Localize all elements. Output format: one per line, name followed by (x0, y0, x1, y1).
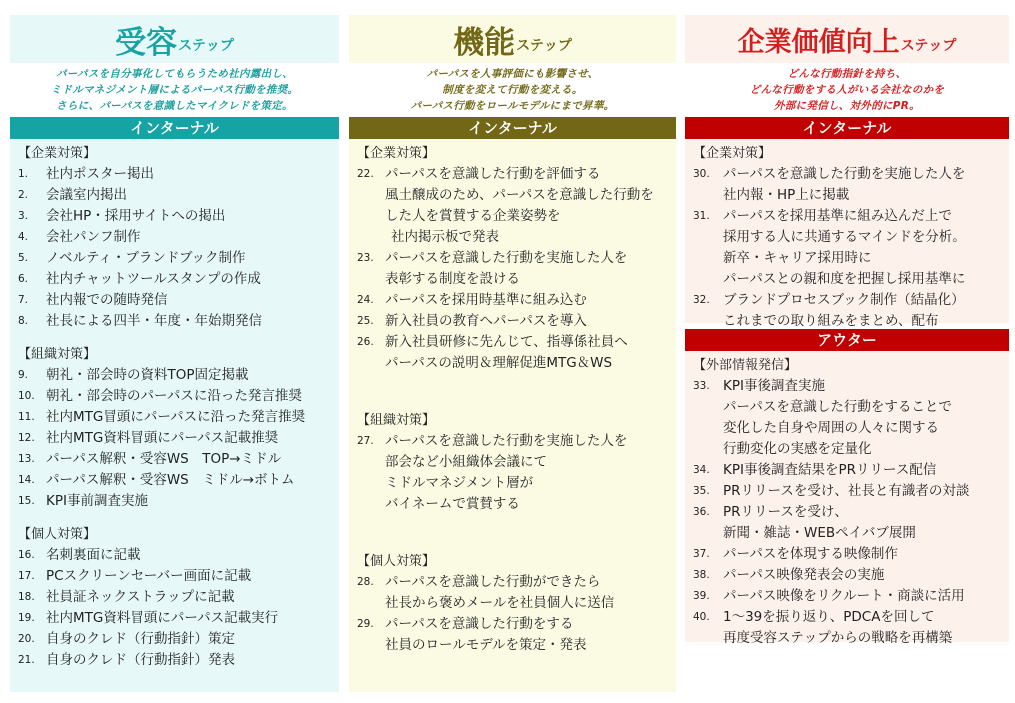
list-item: 14. パーパス解釈・受容WS ミドル→ボトム (18, 472, 295, 488)
list-item: 13. パーパス解釈・受容WS TOP→ミドル (18, 451, 282, 467)
internal-header-bar: インターナル (10, 117, 339, 139)
column-title (685, 15, 1009, 63)
section-label: 【組織対策】 (357, 413, 436, 428)
title-main: 受容 (115, 24, 178, 61)
list-item: 29. パーパスを意識した行動をする 社員のロールモデルを策定・発表 (357, 616, 587, 653)
title-sub: ステップ (178, 38, 234, 54)
item-panel (349, 139, 676, 692)
list-item: 21. 自身のクレド（行動指針）発表 (18, 652, 235, 668)
desc-line: どんな行動指針を持ち、 (787, 68, 907, 80)
list-item: 34. KPI事後調査結果をPRリリース配信 (693, 462, 937, 478)
internal-header-bar: インターナル (685, 117, 1009, 139)
title-main: 企業価値向上 (737, 26, 900, 58)
list-item: 15. KPI事前調査実施 (18, 493, 148, 509)
list-item: 24. パーパスを採用時基準に組み込む (357, 292, 587, 308)
list-item: 30. パーパスを意識した行動を実施した人を 社内報・HP上に掲載 (693, 166, 966, 203)
section-label: 【個人対策】 (357, 554, 436, 569)
list-item: 20. 自身のクレド（行動指針）策定 (18, 631, 235, 647)
list-item: 17. PCスクリーンセーバー画面に記載 (18, 568, 252, 584)
list-item: 31. パーパスを採用基準に組み込んだ上で 採用する人に共通するマインドを分析。 新卒・キャリア採用時に パーパスとの親和度を把握し採用基準に (693, 208, 966, 287)
column-description (349, 63, 676, 117)
item-panel (685, 351, 1009, 646)
desc-line: パーパスを人事評価にも影響させ、 (426, 68, 599, 80)
desc-line: パーパスを自分事化してもらうため社内露出し、 (55, 68, 294, 80)
item-panel (685, 139, 1009, 329)
section-label: 【企業対策】 (18, 146, 97, 161)
desc-line: ミドルマネジメント層によるパーパス行動を推奨。 (50, 84, 299, 96)
list-item: 22. パーパスを意識した行動を評価する 風土醸成のため、パーパスを意識した行動を した人を賞賛する企業姿勢を 社内掲示板で発表 (357, 166, 654, 245)
list-item: 10. 朝礼・部会時のパーパスに沿った発言推奨 (18, 388, 302, 404)
outer-header-bar: アウター (685, 329, 1009, 351)
list-item: 16. 名刺裏面に記載 (18, 547, 141, 563)
list-item: 27. パーパスを意識した行動を実施した人を 部会など小組織体会議にて ミドルマネジメント層が バイネームで賞賛する (357, 433, 628, 512)
desc-line: パーパス行動をロールモデルにまで昇華。 (410, 100, 615, 112)
list-item: 40. 1～39を振り返り、PDCAを回して 再度受容ステップからの戦略を再構築 (693, 609, 953, 646)
list-item: 36. PRリリースを受け、 新聞・雑誌・WEBペイバブ展開 (693, 504, 916, 541)
list-item: 7. 社内報での随時発信 (18, 292, 168, 308)
internal-header-bar: インターナル (349, 117, 676, 139)
title-sub: ステップ (516, 38, 572, 54)
list-item: 6. 社内チャットツールスタンプの作成 (18, 271, 261, 287)
list-item: 11. 社内MTG冒頭にパーパスに沿った発言推奨 (18, 409, 306, 425)
title-main: 機能 (453, 24, 516, 61)
list-item: 8. 社長による四半・年度・年始期発信 (18, 313, 262, 329)
column-corporate-value-step (685, 15, 1009, 646)
list-item: 9. 朝礼・部会時の資料TOP固定掲載 (18, 367, 249, 383)
desc-line: さらに、パーパスを意識したマイクレドを策定。 (56, 100, 293, 112)
list-item: 23. パーパスを意識した行動を実施した人を 表彰する制度を設ける (357, 250, 628, 287)
section-label: 【企業対策】 (693, 146, 772, 161)
list-item: 37. パーパスを体現する映像制作 (693, 546, 898, 562)
section-label: 【外部情報発信】 (693, 358, 798, 373)
desc-line: どんな行動をする人がいる会社なのかを (749, 84, 945, 96)
list-item: 26. 新入社員研修に先んじて、指導係社員へ パーパスの説明＆理解促進MTG＆WS (357, 334, 628, 371)
list-item: 35. PRリリースを受け、社長と有識者の対談 (693, 483, 970, 499)
list-item: 32. ブランドプロセスブック制作（結晶化） これまでの取り組みをまとめ、配布 (693, 292, 965, 329)
list-item: 33. KPI事後調査実施 パーパスを意識した行動をすることで 変化した自身や周囲の人々に関する 行動変化の実感を定量化 (693, 378, 952, 457)
column-description (10, 63, 339, 117)
list-item: 5. ノベルティ・ブランドブック制作 (18, 250, 246, 266)
desc-line: 外部に発信し、対外的にPR。 (774, 100, 920, 112)
list-item: 39. パーパス映像をリクルート・商談に活用 (693, 588, 965, 604)
section-label: 【企業対策】 (357, 146, 436, 161)
list-item: 1. 社内ポスター掲出 (18, 166, 154, 182)
list-item: 2. 会議室内掲出 (18, 187, 127, 203)
section-label: 【個人対策】 (18, 527, 97, 542)
column-acceptance-step (10, 15, 339, 692)
column-title (349, 15, 676, 63)
desc-line: 制度を変えて行動を変える。 (442, 84, 583, 96)
column-function-step (349, 15, 676, 692)
list-item: 38. パーパス映像発表会の実施 (693, 567, 885, 583)
section-label: 【組織対策】 (18, 347, 97, 362)
item-panel (10, 139, 339, 692)
list-item: 28. パーパスを意識した行動ができたら 社長から褒めメールを社員個人に送信 (357, 574, 615, 611)
list-item: 25. 新入社員の教育へパーパスを導入 (357, 313, 587, 329)
column-description (685, 63, 1009, 117)
list-item: 19. 社内MTG資料冒頭にパーパス記載実行 (18, 610, 279, 626)
column-title (10, 15, 339, 63)
list-item: 12. 社内MTG資料冒頭にパーパス記載推奨 (18, 430, 279, 446)
title-sub: ステップ (900, 38, 957, 54)
list-item: 4. 会社パンフ制作 (18, 229, 141, 245)
list-item: 18. 社員証ネックストラップに記載 (18, 589, 235, 605)
list-item: 3. 会社HP・採用サイトへの掲出 (18, 208, 226, 224)
